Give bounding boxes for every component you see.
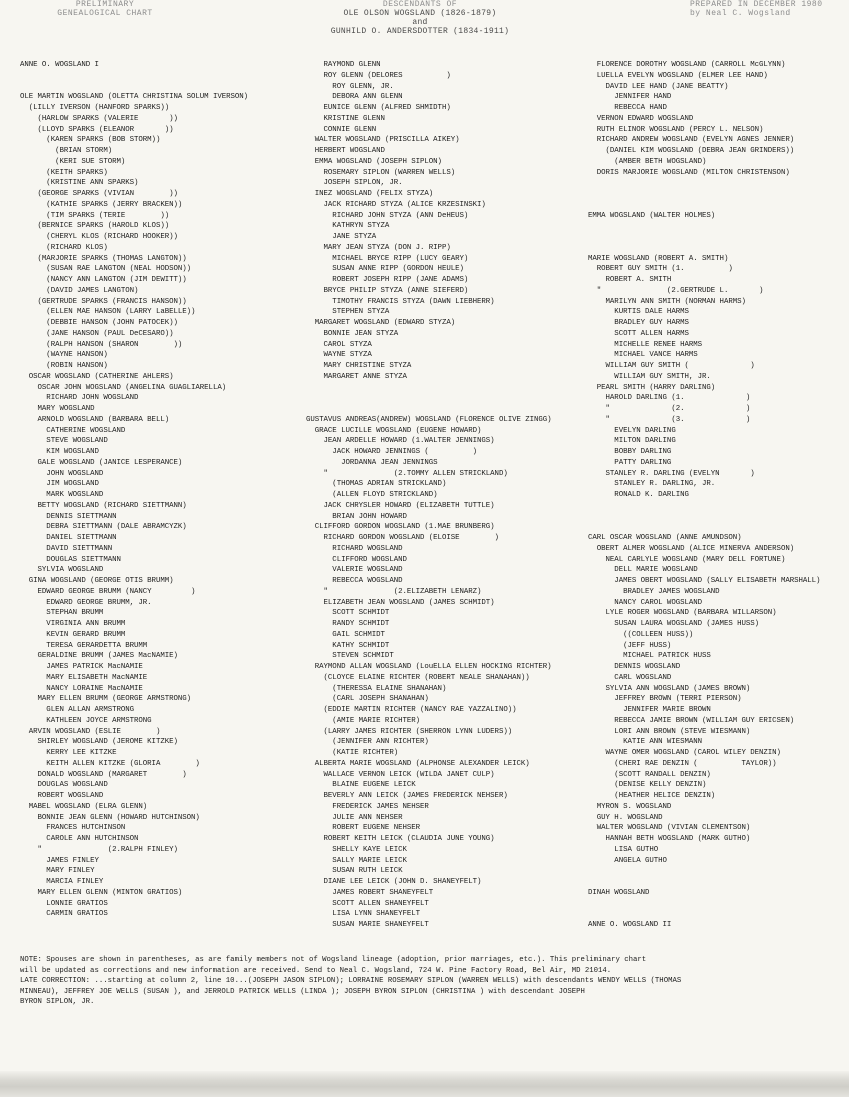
entry-line: JULIE ANN NEHSER — [306, 813, 403, 822]
entry-line: EDWARD GEORGE BRUMM, JR. — [20, 598, 152, 607]
entry-line: (SCOTT RANDALL DENZIN) — [588, 770, 711, 779]
entry-line: (KRISTINE ANN SPARKS) — [20, 179, 139, 188]
entry-line: CLIFFORD GORDON WOGSLAND (1.MAE BRUNBERG) — [306, 523, 495, 532]
entry-line: DENNIS SIETTMANN — [20, 512, 117, 521]
entry-line — [588, 899, 820, 910]
genealogy-column-2 — [306, 60, 552, 931]
entry-line — [306, 383, 552, 394]
entry-line: (DAVID JAMES LANGTON) — [20, 286, 139, 295]
entry-line: (CARL JOSEPH SHANAHAN) — [306, 695, 429, 704]
entry-line: WALTER WOGSLAND (VIVIAN CLEMENTSON) — [588, 824, 751, 833]
entry-line: SYLVIA WOGSLAND — [20, 566, 104, 575]
entry-line: (KERI SUE STORM) — [20, 157, 126, 166]
entry-line: JEFFREY BROWN (TERRI PIERSON) — [588, 695, 742, 704]
entry-line: LYLE ROGER WOGSLAND (BARBARA WILLARSON) — [588, 609, 777, 618]
entry-line: DONALD WOGSLAND (MARGARET ) — [20, 770, 187, 779]
entry-line: JAMES FINLEY — [20, 856, 99, 865]
entry-line: OBERT ALMER WOGSLAND (ALICE MINERVA ANDERSON) — [588, 544, 795, 553]
entry-line: ROBERT KEITH LEICK (CLAUDIA JUNE YOUNG) — [306, 835, 495, 843]
entry-line: (TIM SPARKS (TERIE )) — [20, 211, 170, 220]
entry-line: MARILYN ANN SMITH (NORMAN HARMS) — [588, 297, 746, 306]
entry-line: JENNIFER MARIE BROWN — [588, 706, 711, 714]
entry-line: KRISTINE GLENN — [306, 114, 385, 123]
entry-line: (RALPH HANSON (SHARON )) — [20, 340, 183, 349]
entry-line: SUSAN RUTH LEICK — [306, 867, 403, 876]
entry-line: LORI ANN BROWN (STEVE WIESMANN) — [588, 727, 751, 736]
entry-line: (LARRY JAMES RICHTER (SHERRON LYNN LUDERS)) — [306, 727, 513, 736]
entry-line — [588, 866, 820, 877]
entry-line: BONNIE JEAN GLENN (HOWARD HUTCHINSON) — [20, 813, 200, 822]
entry-line: LUELLA EVELYN WOGSLAND (ELMER LEE HAND) — [588, 71, 768, 80]
entry-line: JACK HOWARD JENNINGS ( ) — [306, 448, 478, 456]
entry-line: MICHELLE RENEE HARMS — [588, 340, 703, 349]
entry-line: (AMBER BETH WOGSLAND) — [588, 157, 707, 166]
entry-line: DAVID LEE HAND (JANE BEATTY) — [588, 82, 729, 91]
entry-line: FREDERICK JAMES NEHSER — [306, 802, 429, 811]
entry-line: EMMA WOGSLAND (JOSEPH SIPLON) — [306, 157, 442, 166]
entry-line: NANCY CAROL WOGSLAND — [588, 598, 703, 607]
entry-line: SUSAN MARIE SHANEYFELT — [306, 921, 429, 929]
entry-line: DAVID SIETTMANN — [20, 544, 113, 553]
entry-line: KATHY SCHMIDT — [306, 641, 390, 650]
entry-line: (ROBIN HANSON) — [20, 362, 108, 370]
entry-line: (NANCY ANN LANGTON (JIM DEWITT)) — [20, 276, 187, 284]
entry-line: (CHERI RAE DENZIN ( TAYLOR)) — [588, 759, 777, 768]
title-line-3: and — [412, 18, 428, 27]
entry-line: GERALDINE BRUMM (JAMES MacNAMIE) — [20, 652, 178, 661]
entry-line: VIRGINIA ANN BRUMM — [20, 620, 126, 628]
entry-line: CLIFFORD WOGSLAND — [306, 555, 407, 564]
entry-line: JACK CHRYSLER HOWARD (ELIZABETH TUTTLE) — [306, 501, 495, 510]
entry-line: KATHRYN STYZA — [306, 222, 390, 231]
entry-line: MARGARET ANNE STYZA — [306, 372, 407, 381]
entry-line: DEBRA SIETTMANN (DALE ABRAMCYZK) — [20, 523, 187, 532]
entry-line: " (2.TOMMY ALLEN STRICKLAND) — [306, 469, 508, 478]
entry-line: MICHAEL VANCE HARMS — [588, 351, 698, 360]
entry-line: ARVIN WOGSLAND (ESLIE ) — [20, 727, 161, 736]
entry-line: ANGELA GUTHO — [588, 856, 667, 865]
entry-line: SCOTT ALLEN SHANEYFELT — [306, 899, 429, 908]
entry-line: JANE STYZA — [306, 233, 377, 241]
entry-line: MARY FINLEY — [20, 867, 95, 876]
entry-line: (DEBBIE HANSON (JOHN PATOCEK)) — [20, 319, 178, 327]
entry-line: CARMIN GRATIOS — [20, 910, 108, 919]
entry-line: ROY GLENN (DELORES ) — [306, 71, 451, 80]
entry-line: (RICHARD KLOS) — [20, 243, 108, 252]
entry-line: WALTER WOGSLAND (PRISCILLA AIKEY) — [306, 136, 460, 145]
entry-line: (GEORGE SPARKS (VIVIAN )) — [20, 190, 178, 198]
entry-line: RICHARD JOHN STYZA (ANN DeHEUS) — [306, 211, 469, 220]
entry-line: EUNICE GLENN (ALFRED SHMIDTH) — [306, 104, 451, 112]
entry-line: LISA GUTHO — [588, 845, 659, 854]
entry-line — [20, 82, 248, 93]
entry-line: MARY ELISABETH MacNAMIE — [20, 673, 148, 682]
entry-line: EMMA WOGSLAND (WALTER HOLMES) — [588, 211, 716, 220]
note-line: MINNEAU), JEFFREY JOE WELLS (SUSAN ), and JERROLD PATRICK WELLS (LINDA ); JOSEPH BYRON SIPLON (CHRISTINA ) with descendant JOSEPH — [20, 987, 585, 996]
entry-line: DELL MARIE WOGSLAND — [588, 566, 698, 575]
entry-line: (WAYNE HANSON) — [20, 351, 108, 360]
entry-line — [588, 200, 820, 211]
note-line: will be updated as corrections and new information are received. Send to Neal C. Wogsland, 724 W. Pine Factory Road, Bel Air, MD 21014. — [20, 966, 612, 975]
entry-line: DENNIS WOGSLAND — [588, 663, 681, 671]
entry-line: ROBERT WOGSLAND — [20, 792, 104, 800]
entry-line: WALLACE VERNON LEICK (WILDA JANET CULP) — [306, 770, 495, 779]
entry-line: DINAH WOGSLAND — [588, 888, 650, 897]
entry-line: REBECCA WOGSLAND — [306, 577, 403, 585]
entry-line: (ELLEN MAE HANSON (LARRY LaBELLE)) — [20, 308, 196, 317]
entry-line: BETTY WOGSLAND (RICHARD SIETTMANN) — [20, 501, 187, 510]
entry-line: MYRON S. WOGSLAND — [588, 802, 672, 811]
entry-line: MARY ELLEN GLENN (MINTON GRATIOS) — [20, 888, 183, 897]
entry-line: STANLEY R. DARLING, JR. — [588, 480, 716, 489]
entry-line: HANNAH BETH WOGSLAND (MARK GUTHO) — [588, 835, 751, 843]
entry-line: WILLIAM GUY SMITH ( ) — [588, 362, 755, 370]
entry-line: MARCIA FINLEY — [20, 878, 104, 886]
entry-line: (KATHIE SPARKS (JERRY BRACKEN)) — [20, 200, 183, 209]
entry-line — [588, 512, 820, 523]
entry-line: DANIEL SIETTMANN — [20, 534, 117, 542]
genealogy-column-3 — [588, 60, 820, 931]
entry-line: " (2.GERTRUDE L. ) — [588, 286, 764, 295]
entry-line: CARL OSCAR WOGSLAND (ANNE AMUNDSON) — [588, 534, 742, 542]
entry-line — [306, 393, 552, 404]
entry-line: STEPHAN BRUMM — [20, 609, 104, 618]
entry-line: DOUGLAS SIETTMANN — [20, 555, 121, 564]
entry-line: (THERESSA ELAINE SHANAHAN) — [306, 684, 447, 693]
entry-line: ANNE O. WOGSLAND II — [588, 921, 672, 929]
entry-line: BLAINE EUGENE LEICK — [306, 781, 416, 790]
entry-line: PATTY DARLING — [588, 458, 672, 467]
entry-line: (GERTRUDE SPARKS (FRANCIS HANSON)) — [20, 297, 187, 306]
entry-line: BONNIE JEAN STYZA — [306, 329, 399, 338]
entry-line: MARY JEAN STYZA (DON J. RIPP) — [306, 243, 451, 252]
entry-line: SALLY MARIE LEICK — [306, 856, 407, 865]
entry-line: (KAREN SPARKS (BOB STORM)) — [20, 136, 161, 145]
entry-line: MARY CHRISTINE STYZA — [306, 362, 412, 370]
entry-line: DEBORA ANN GLENN — [306, 93, 403, 102]
entry-line: JAMES OBERT WOGSLAND (SALLY ELISABETH MARSHALL) — [588, 577, 821, 585]
entry-line: WAYNE OMER WOGSLAND (CAROL WILEY DENZIN) — [588, 749, 781, 757]
entry-line: DIANE LEE LEICK (JOHN D. SHANEYFELT) — [306, 878, 482, 886]
entry-line: BOBBY DARLING — [588, 448, 672, 456]
entry-line: RAYMOND GLENN — [306, 61, 381, 69]
entry-line: STANLEY R. DARLING (EVELYN ) — [588, 469, 755, 478]
entry-line: " (3. ) — [588, 415, 751, 424]
entry-line: ANNE O. WOGSLAND I — [20, 61, 99, 69]
entry-line: (HARLOW SPARKS (VALERIE )) — [20, 114, 178, 123]
entry-line: KEVIN GERARD BRUMM — [20, 630, 126, 639]
entry-line: (ALLEN FLOYD STRICKLAND) — [306, 491, 438, 499]
entry-line — [588, 877, 820, 888]
entry-line: OLE MARTIN WOGSLAND (OLETTA CHRISTINA SOLUM IVERSON) — [20, 93, 249, 102]
entry-line: (LLOYD SPARKS (ELEANOR )) — [20, 125, 174, 134]
entry-line: (BRIAN STORM) — [20, 147, 113, 155]
entry-line: BRADLEY GUY HARMS — [588, 319, 689, 327]
entry-line: MARIE WOGSLAND (ROBERT A. SMITH) — [588, 254, 729, 263]
entry-line: VALERIE WOGSLAND — [306, 566, 403, 575]
footnote — [20, 955, 849, 1008]
entry-line: (AMIE MARIE RICHTER) — [306, 716, 421, 725]
entry-line — [588, 522, 820, 533]
entry-line: ROBERT GUY SMITH (1. ) — [588, 265, 733, 274]
entry-line: RICHARD GORDON WOGSLAND (ELOISE ) — [306, 534, 499, 542]
entry-line — [20, 71, 248, 82]
entry-line: JOHN WOGSLAND — [20, 469, 104, 478]
entry-line: (BERNICE SPARKS (HAROLD KLOS)) — [20, 222, 170, 231]
entry-line: KATHLEEN JOYCE ARMSTRONG — [20, 716, 152, 725]
header-right-line-1: PREPARED IN DECEMBER 1980 — [690, 0, 823, 9]
entry-line: (KATIE RICHTER) — [306, 749, 399, 757]
entry-line: (THOMAS ADRIAN STRICKLAND) — [306, 480, 447, 489]
entry-line: NANCY LORAINE MacNAMIE — [20, 684, 143, 693]
entry-line: EVELYN DARLING — [588, 426, 676, 435]
entry-line: RUTH ELINOR WOGSLAND (PERCY L. NELSON) — [588, 125, 764, 134]
note-line: LATE CORRECTION: ...starting at column 2, line 10...(JOSEPH JASON SIPLON); LORRAINE ROSEMARY SIPLON (WARREN WELLS) with descendants WENDY WELLS (THOMAS — [20, 977, 682, 985]
entry-line: MARY WOGSLAND — [20, 405, 95, 413]
entry-line: STEVE WOGSLAND — [20, 437, 108, 446]
scan-edge — [0, 1071, 849, 1097]
entry-line: MABEL WOGSLAND (ELRA GLENN) — [20, 802, 148, 811]
entry-line: MARGARET WOGSLAND (EDWARD STYZA) — [306, 319, 456, 327]
entry-line — [588, 243, 820, 254]
entry-line: RANDY SCHMIDT — [306, 620, 390, 628]
entry-line: KURTIS DALE HARMS — [588, 308, 689, 317]
entry-line: (EDDIE MARTIN RICHTER (NANCY RAE YAZZALINO)) — [306, 706, 517, 714]
entry-line: (HEATHER HELICE DENZIN) — [588, 792, 716, 800]
entry-line: JORDANNA JEAN JENNINGS — [306, 458, 438, 467]
entry-line: OSCAR JOHN WOGSLAND (ANGELINA GUAGLIARELLA) — [20, 383, 227, 392]
entry-line: GINA WOGSLAND (GEORGE OTIS BRUMM) — [20, 577, 174, 585]
entry-line: " (2. ) — [588, 405, 751, 413]
entry-line: ARNOLD WOGSLAND (BARBARA BELL) — [20, 415, 170, 424]
header-left-line-1: PRELIMINARY — [75, 0, 135, 9]
entry-line: ((COLLEEN HUSS)) — [588, 630, 694, 639]
entry-line: (DANIEL KIM WOGSLAND (DEBRA JEAN GRINDERS)) — [588, 147, 795, 155]
entry-line: HERBERT WOGSLAND — [306, 147, 385, 155]
entry-line: ROBERT JOSEPH RIPP (JANE ADAMS) — [306, 276, 469, 284]
entry-line: MICHAEL BRYCE RIPP (LUCY GEARY) — [306, 254, 469, 263]
entry-line — [588, 501, 820, 512]
entry-line: PEARL SMITH (HARRY DARLING) — [588, 383, 716, 392]
entry-line — [588, 232, 820, 243]
entry-line: GALE WOGSLAND (JANICE LESPERANCE) — [20, 458, 183, 467]
entry-line: JOSEPH SIPLON, JR. — [306, 179, 403, 188]
entry-line: TIMOTHY FRANCIS STYZA (DAWN LIEBHERR) — [306, 297, 495, 306]
entry-line: WILLIAM GUY SMITH, JR. — [588, 372, 711, 381]
note-line: BYRON SIPLON, JR. — [20, 998, 95, 1006]
entry-line: (JENNIFER ANN RICHTER) — [306, 738, 429, 747]
entry-line: RICHARD JOHN WOGSLAND — [20, 394, 139, 403]
entry-line: KIM WOGSLAND — [20, 448, 99, 456]
entry-line — [588, 189, 820, 200]
entry-line — [588, 178, 820, 189]
entry-line: RICHARD ANDREW WOGSLAND (EVELYN AGNES JENNER) — [588, 136, 795, 145]
entry-line: JEAN ARDELLE HOWARD (1.WALTER JENNINGS) — [306, 437, 495, 446]
entry-line: EDWARD GEORGE BRUMM (NANCY ) — [20, 587, 196, 596]
entry-line: (JANE HANSON (PAUL DeCESARO)) — [20, 329, 174, 338]
title-line-4: GUNHILD O. ANDERSDOTTER (1834-1911) — [330, 27, 510, 36]
entry-line: MICHAEL PATRICK HUSS — [588, 652, 711, 661]
entry-line: RONALD K. DARLING — [588, 491, 689, 499]
entry-line: BEVERLY ANN LEICK (JAMES FREDERICK NEHSER) — [306, 792, 508, 800]
entry-line: " (2.ELIZABETH LENARZ) — [306, 587, 482, 596]
entry-line: SUSAN LAURA WOGSLAND (JAMES HUSS) — [588, 620, 760, 628]
entry-line: SHIRLEY WOGSLAND (JEROME KITZKE) — [20, 738, 178, 747]
entry-line: ELIZABETH JEAN WOGSLAND (JAMES SCHMIDT) — [306, 598, 495, 607]
entry-line: NEAL CARLYLE WOGSLAND (MARY DELL FORTUNE) — [588, 555, 786, 564]
entry-line: JENNIFER HAND — [588, 93, 672, 102]
title-line-2: OLE OLSON WOGSLAND (1826-1879) — [343, 9, 497, 18]
chart-title — [300, 0, 540, 36]
entry-line: OSCAR WOGSLAND (CATHERINE AHLERS) — [20, 372, 174, 381]
entry-line: ROBERT A. SMITH — [588, 276, 672, 284]
entry-line — [306, 404, 552, 415]
entry-line: LISA LYNN SHANEYFELT — [306, 910, 421, 919]
entry-line: VERNON EDWARD WOGSLAND — [588, 114, 694, 123]
entry-line: SYLVIA ANN WOGSLAND (JAMES BROWN) — [588, 684, 751, 693]
entry-line: ROSEMARY SIPLON (WARREN WELLS) — [306, 168, 456, 177]
entry-line: HAROLD DARLING (1. ) — [588, 394, 751, 403]
entry-line: (SUSAN RAE LANGTON (NEAL HODSON)) — [20, 265, 192, 274]
entry-line: REBECCA HAND — [588, 104, 667, 112]
entry-line: FRANCES HUTCHINSON — [20, 824, 126, 833]
header-left-line-2: GENEALOGICAL CHART — [57, 9, 153, 18]
entry-line: GAIL SCHMIDT — [306, 630, 385, 639]
chart-header-left — [30, 0, 180, 18]
entry-line: (DENISE KELLY DENZIN) — [588, 781, 707, 790]
entry-line: JAMES PATRICK MacNAMIE — [20, 663, 143, 671]
entry-line: JIM WOGSLAND — [20, 480, 99, 489]
entry-line: JAMES ROBERT SHANEYFELT — [306, 888, 434, 897]
entry-line: KEITH ALLEN KITZKE (GLORIA ) — [20, 759, 200, 768]
entry-line: MILTON DARLING — [588, 437, 676, 446]
entry-line: LONNIE GRATIOS — [20, 899, 108, 908]
entry-line: " (2.RALPH FINLEY) — [20, 845, 178, 854]
entry-line: BRYCE PHILIP STYZA (ANNE SIEFERD) — [306, 286, 469, 295]
entry-line: (JEFF HUSS) — [588, 641, 672, 650]
entry-line: CAROL STYZA — [306, 340, 372, 349]
entry-line: KATIE ANN WIESMANN — [588, 738, 703, 747]
entry-line: RICHARD WOGSLAND — [306, 544, 403, 553]
note-line: NOTE: Spouses are shown in parentheses, as are family members not of Wogsland lineage (adoption, prior marriages, etc.). This preliminary chart — [20, 956, 647, 964]
entry-line: BRIAN JOHN HOWARD — [306, 512, 407, 521]
entry-line: CARL WOGSLAND — [588, 673, 672, 682]
entry-line: WAYNE STYZA — [306, 351, 372, 360]
entry-line: KERRY LEE KITZKE — [20, 749, 117, 757]
entry-line: ALBERTA MARIE WOGSLAND (ALPHONSE ALEXANDER LEICK) — [306, 759, 530, 768]
entry-line: GUY H. WOGSLAND — [588, 813, 663, 822]
entry-line: GRACE LUCILLE WOGSLAND (EUGENE HOWARD) — [306, 426, 482, 435]
entry-line: (LILLY IVERSON (HANFORD SPARKS)) — [20, 104, 170, 112]
entry-line: GLEN ALLAN ARMSTRONG — [20, 706, 135, 714]
entry-line: (CLOYCE ELAINE RICHTER (ROBERT NEALE SHANAHAN)) — [306, 673, 530, 682]
entry-line: DOUGLAS WOGSLAND — [20, 781, 108, 790]
entry-line — [588, 221, 820, 232]
entry-line: BRADLEY JAMES WOGSLAND — [588, 587, 720, 596]
entry-line: ROY GLENN, JR. — [306, 82, 394, 91]
genealogy-column-1 — [20, 60, 248, 920]
entry-line: JACK RICHARD STYZA (ALICE KRZESINSKI) — [306, 200, 486, 209]
entry-line: ROBERT EUGENE NEHSER — [306, 824, 421, 833]
entry-line: SUSAN ANNE RIPP (GORDON HEULE) — [306, 265, 464, 274]
entry-line: (CHERYL KLOS (RICHARD HOOKER)) — [20, 233, 178, 241]
entry-line: CONNIE GLENN — [306, 125, 377, 134]
entry-line: CAROLE ANN HUTCHINSON — [20, 835, 139, 843]
header-right-line-2: by Neal C. Wogsland — [690, 9, 791, 18]
entry-line — [588, 909, 820, 920]
entry-line: (MARJORIE SPARKS (THOMAS LANGTON)) — [20, 254, 187, 263]
entry-line: CATHERINE WOGSLAND — [20, 426, 126, 435]
entry-line: MARK WOGSLAND — [20, 491, 104, 499]
entry-line: SHELLY KAYE LEICK — [306, 845, 407, 854]
entry-line: GUSTAVUS ANDREAS(ANDREW) WOGSLAND (FLORENCE OLIVE ZINGG) — [306, 415, 552, 424]
entry-line: FLORENCE DOROTHY WOGSLAND (CARROLL McGLYNN) — [588, 61, 786, 69]
entry-line: STEVEN SCHMIDT — [306, 652, 394, 661]
entry-line: STEPHEN STYZA — [306, 308, 390, 317]
entry-line: RAYMOND ALLAN WOGSLAND (LouELLA ELLEN HOCKING RICHTER) — [306, 663, 552, 671]
entry-line: DORIS MARJORIE WOGSLAND (MILTON CHRISTENSON) — [588, 168, 790, 177]
entry-line: TERESA GERARDETTA BRUMM — [20, 641, 148, 650]
chart-header-right — [690, 0, 849, 18]
entry-line: SCOTT SCHMIDT — [306, 609, 390, 618]
entry-line: INEZ WOGSLAND (FELIX STYZA) — [306, 190, 434, 198]
title-line-1: DESCENDANTS OF — [382, 0, 458, 9]
entry-line: (KEITH SPARKS) — [20, 168, 108, 177]
entry-line: MARY ELLEN BRUMM (GEORGE ARMSTRONG) — [20, 695, 192, 704]
entry-line: REBECCA JAMIE BROWN (WILLIAM GUY ERICSEN) — [588, 716, 795, 725]
entry-line: SCOTT ALLEN HARMS — [588, 329, 689, 338]
